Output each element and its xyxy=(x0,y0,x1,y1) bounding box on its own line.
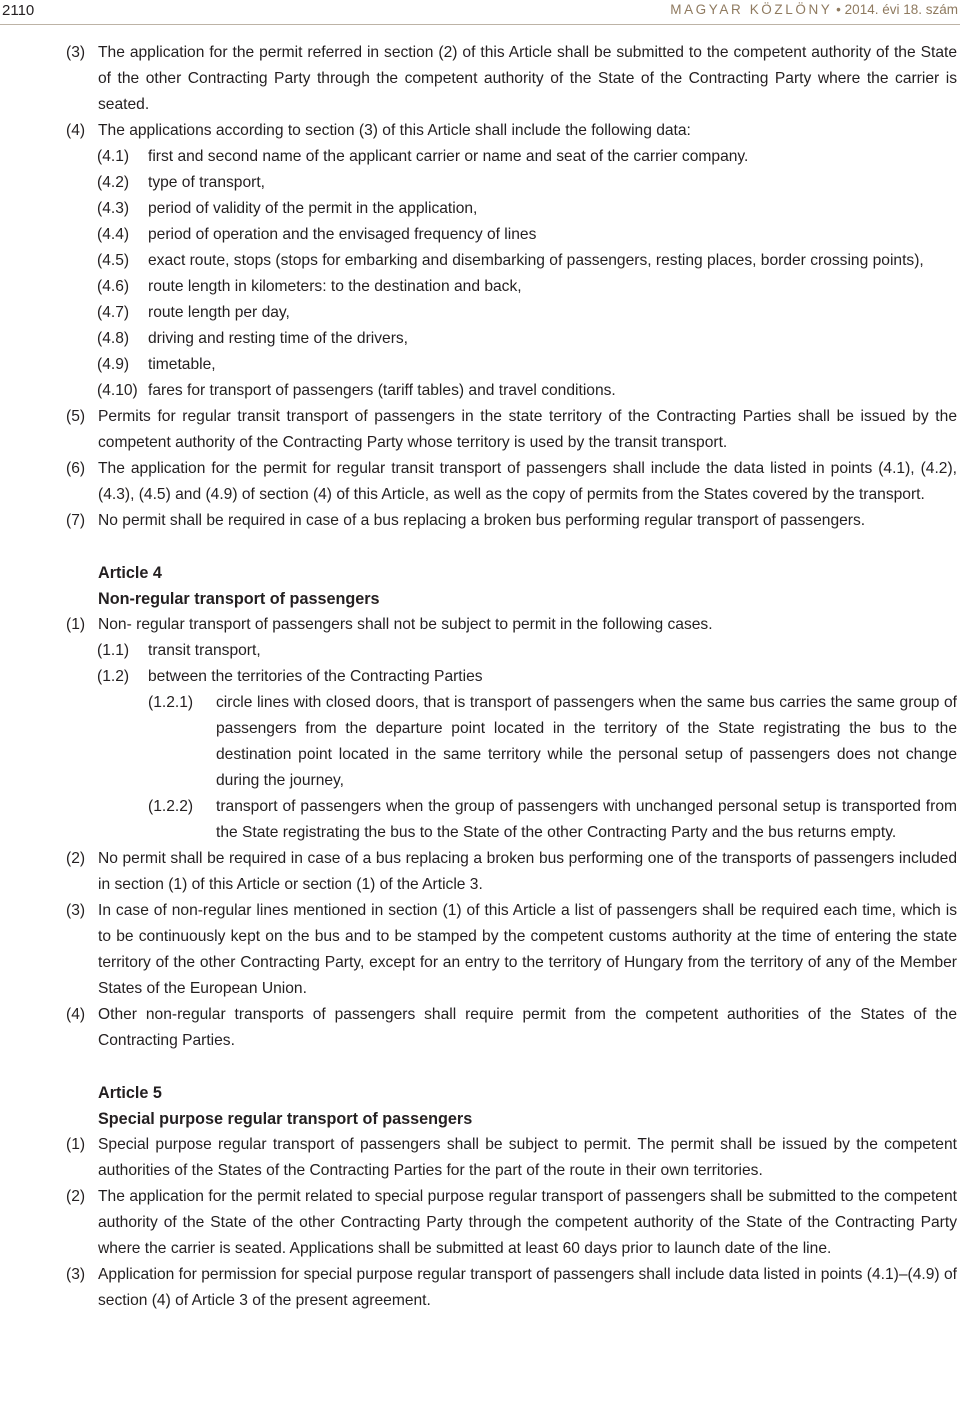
item-text: route length in kilometers: to the destination and back, xyxy=(148,278,522,295)
section-text: The application for the permit referred in section (2) of this Article shall be submitted to the competent authority of the State of the other Contracting Party through the competent authority of the State of the Contracting Party where the carrier is seated. xyxy=(98,44,957,113)
section-number: (7) xyxy=(66,512,86,529)
list-item xyxy=(0,378,960,404)
article3-section3 xyxy=(0,40,960,118)
section-number: (2) xyxy=(66,850,86,867)
list-item xyxy=(0,638,960,664)
section-number: (5) xyxy=(66,408,86,425)
section-text: The application for the permit for regular transit transport of passengers shall include the data listed in points (4.1), (4.2), (4.3), (4.5) and (4.9) of section (4) of this Article, as well as the copy of permits from the States covered by the transport. xyxy=(98,460,957,503)
article4-subtitle: Non-regular transport of passengers xyxy=(98,590,380,608)
section-number: (1) xyxy=(66,616,86,633)
journal-title: MAGYAR KÖZLÖNY xyxy=(670,2,833,17)
list-item xyxy=(0,326,960,352)
issue-label: 2014. évi 18. szám xyxy=(844,2,958,17)
list-item xyxy=(0,352,960,378)
section-number: (3) xyxy=(66,902,86,919)
section-text: Application for permission for special purpose regular transport of passengers shall include data listed in points (4.1)–(4.9) of section (4) of Article 3 of the present agreement. xyxy=(98,1266,957,1309)
list-item xyxy=(0,170,960,196)
section-text: In case of non-regular lines mentioned in section (1) of this Article a list of passengers shall be required each time, which is to be continuously kept on the bus and to be stamped by the competent customs authority at the time of entering the state territory of the other Contracting Party, except for an entry to the territory of Hungary from the territory of any of the Member States of the European Union. xyxy=(98,902,957,997)
header-divider xyxy=(0,24,960,25)
article4-section2 xyxy=(0,846,960,898)
spacer xyxy=(0,1054,960,1080)
item-number: (1.2.2) xyxy=(148,798,194,815)
item-number: (4.5) xyxy=(97,252,130,269)
item-text: first and second name of the applicant carrier or name and seat of the carrier company. xyxy=(148,148,749,165)
section-number: (3) xyxy=(66,44,86,61)
item-text: fares for transport of passengers (tariff tables) and travel conditions. xyxy=(148,382,616,399)
list-item xyxy=(0,300,960,326)
section-text: No permit shall be required in case of a bus replacing a broken bus performing regular transport of passengers. xyxy=(98,512,866,529)
article5-section2 xyxy=(0,1184,960,1262)
article4-title: Article 4 xyxy=(98,564,162,582)
item-number: (4.1) xyxy=(97,148,130,165)
section-text: Other non-regular transports of passengers shall require permit from the competent authorities of the States of the Contracting Parties. xyxy=(98,1006,957,1049)
list-item xyxy=(0,248,960,274)
article5-section1 xyxy=(0,1132,960,1184)
item-text: exact route, stops (stops for embarking and disembarking of passengers, resting places, border crossing points), xyxy=(148,252,924,269)
article4-section3 xyxy=(0,898,960,1002)
journal-masthead xyxy=(670,2,958,17)
item-number: (1.1) xyxy=(97,642,130,659)
section-text: Non- regular transport of passengers shall not be subject to permit in the following cases. xyxy=(98,616,713,633)
item-number: (4.9) xyxy=(97,356,130,373)
item-text: type of transport, xyxy=(148,174,266,191)
article3-section6 xyxy=(0,456,960,508)
page-number: 2110 xyxy=(2,2,35,19)
item-number: (4.10) xyxy=(97,382,138,399)
article5-title: Article 5 xyxy=(98,1084,162,1102)
article4-section4 xyxy=(0,1002,960,1054)
article5-section3 xyxy=(0,1262,960,1314)
section-text: Special purpose regular transport of passengers shall be subject to permit. The permit shall be issued by the competent authorities of the States of the Contracting Parties for the part of the route in their own territories. xyxy=(98,1136,957,1179)
section-number: (2) xyxy=(66,1188,86,1205)
item-text: timetable, xyxy=(148,356,216,373)
item-text: transit transport, xyxy=(148,642,261,659)
list-item xyxy=(0,664,960,690)
spacer xyxy=(0,534,960,560)
item-text: transport of passengers when the group of passengers with unchanged personal setup is transported from the State registrating the bus to the State of the other Contracting Party and the bus returns empty. xyxy=(216,798,957,841)
masthead-bullet: • xyxy=(836,2,841,17)
item-text: driving and resting time of the drivers, xyxy=(148,330,409,347)
item-number: (4.4) xyxy=(97,226,130,243)
list-item xyxy=(0,274,960,300)
item-number: (4.7) xyxy=(97,304,130,321)
article3-section4 xyxy=(0,118,960,144)
article3-section5 xyxy=(0,404,960,456)
section-number: (3) xyxy=(66,1266,86,1283)
item-number: (4.8) xyxy=(97,330,130,347)
article5-subtitle: Special purpose regular transport of passengers xyxy=(98,1110,473,1128)
list-item xyxy=(0,144,960,170)
section-text: No permit shall be required in case of a bus replacing a broken bus performing one of the transports of passengers included in section (1) of this Article or section (1) of the Article 3. xyxy=(98,850,957,893)
section-number: (6) xyxy=(66,460,86,477)
item-number: (4.6) xyxy=(97,278,130,295)
item-text: period of operation and the envisaged frequency of lines xyxy=(148,226,537,243)
section-number: (4) xyxy=(66,122,86,139)
section-text: The applications according to section (3) of this Article shall include the following data: xyxy=(98,122,691,139)
section-text: The application for the permit related to special purpose regular transport of passengers shall be submitted to the competent authority of the State of the other Contracting Party through the competent authority of the State of the Contracting Party where the carrier is seated. Applications shall be submitted at least 60 days prior to launch date of the line. xyxy=(98,1188,957,1257)
item-number: (4.3) xyxy=(97,200,130,217)
section-number: (4) xyxy=(66,1006,86,1023)
item-number: (1.2) xyxy=(97,668,130,685)
list-item xyxy=(0,196,960,222)
section-text: Permits for regular transit transport of passengers in the state territory of the Contracting Parties shall be issued by the competent authority of the Contracting Party whose territory is used by the transit transport. xyxy=(98,408,957,451)
item-text: circle lines with closed doors, that is transport of passengers when the same bus carries the same group of passengers from the departure point located in the territory of the State registrating the bus to the destination point located in the same territory while the personal setup of passengers does not change during the journey, xyxy=(216,694,957,789)
item-number: (4.2) xyxy=(97,174,130,191)
item-text: route length per day, xyxy=(148,304,290,321)
document-body xyxy=(0,40,960,1314)
item-number: (1.2.1) xyxy=(148,694,194,711)
article4-section1 xyxy=(0,612,960,638)
item-text: period of validity of the permit in the application, xyxy=(148,200,478,217)
list-item xyxy=(0,222,960,248)
page-header xyxy=(0,0,960,30)
list-item xyxy=(0,794,960,846)
section-number: (1) xyxy=(66,1136,86,1153)
list-item xyxy=(0,690,960,794)
item-text: between the territories of the Contracting Parties xyxy=(148,668,483,685)
article3-section7 xyxy=(0,508,960,534)
